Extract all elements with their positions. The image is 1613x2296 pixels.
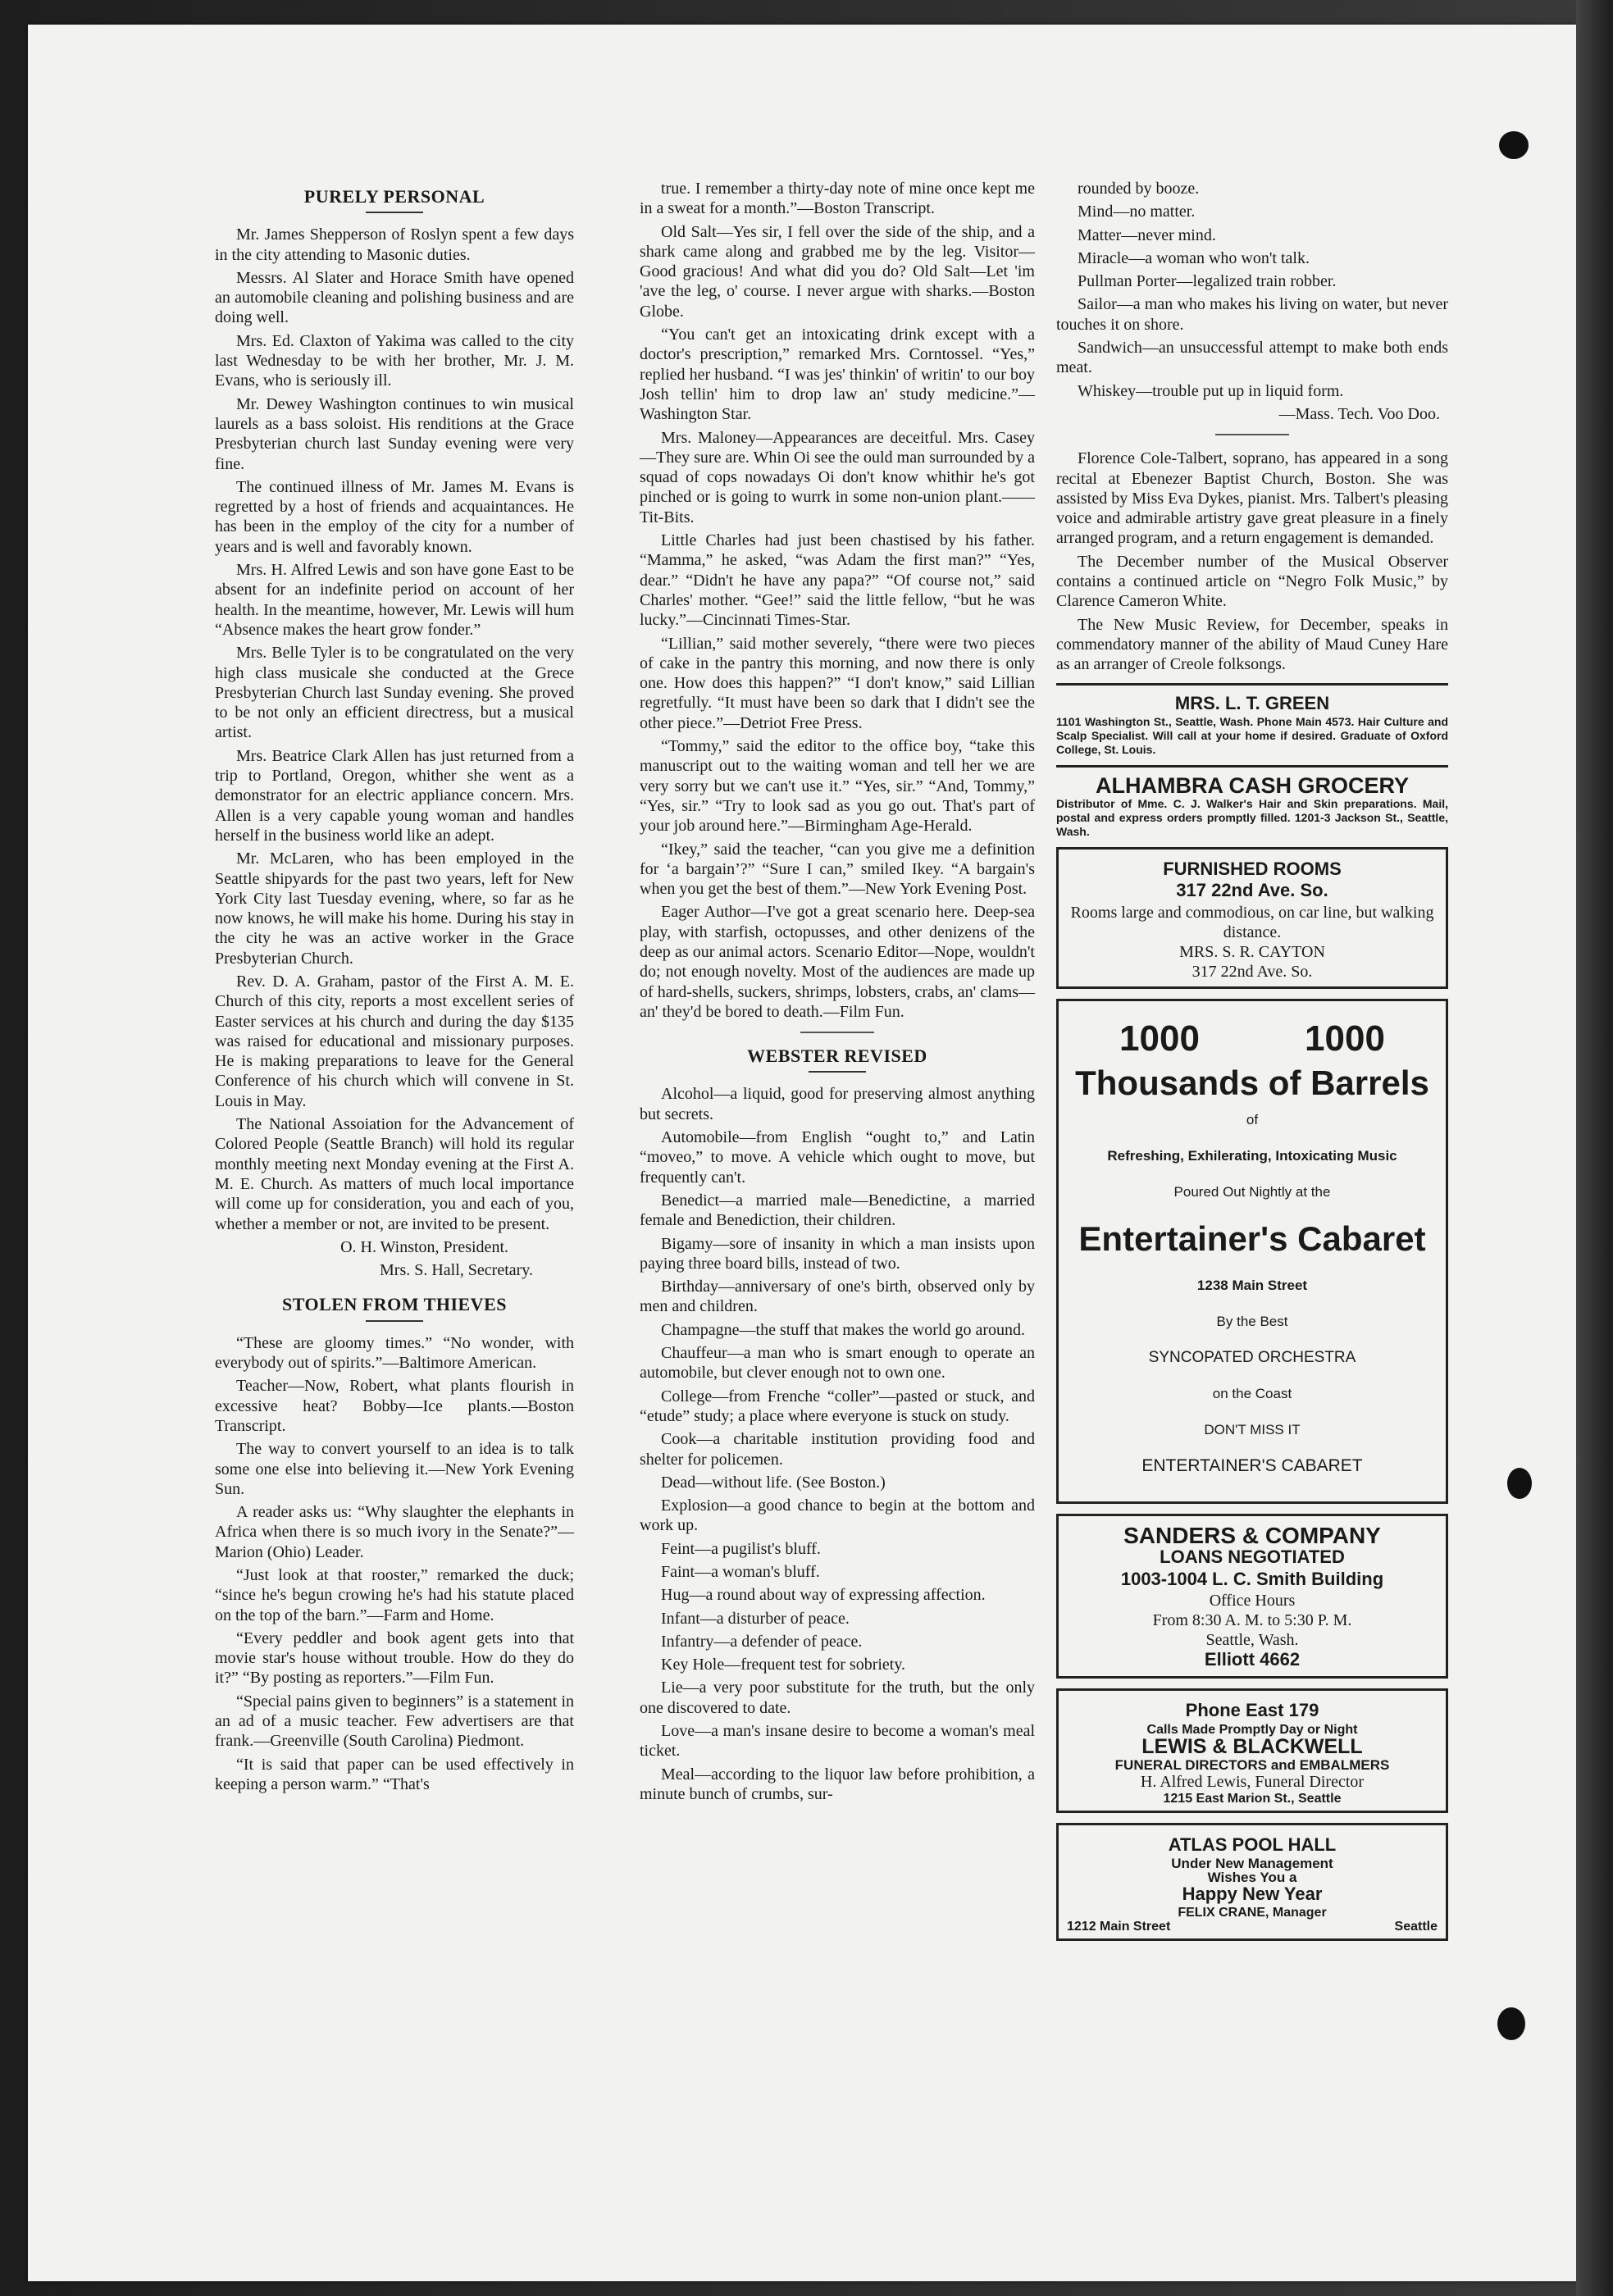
- number-left: 1000: [1119, 1018, 1200, 1059]
- definition: Love—a man's insane desire to become a woman's meal ticket.: [640, 1722, 1035, 1761]
- paragraph: The National Assoiation for the Advancement of Colored People (Seattle Branch) will hold its regular monthly meeting next Monday evening at the First A. M. E. Church. As matters of much local importance will come up for consideration, you and each of you, whether a member or not, are invited to be present.: [215, 1115, 574, 1233]
- ad-alhambra: [1056, 772, 1448, 839]
- ad-text: By the Best: [1216, 1314, 1288, 1330]
- paragraph: Mrs. Ed. Claxton of Yakima was called to the city last Wednesday to be with her brother, Mr. J. M. Evans, who is seriously ill.: [215, 331, 574, 390]
- ad-hours: From 8:30 A. M. to 5:30 P. M.: [1152, 1610, 1352, 1629]
- definition: College—from Frenche “coller”—pasted or stuck, and “etude” study; a place where everyone is stuck on study.: [640, 1387, 1035, 1425]
- ad-sanders: [1056, 1514, 1448, 1679]
- definition: rounded by booze.: [1078, 180, 1200, 198]
- definition: Sailor—a man who makes his living on water, but never touches it on shore.: [1056, 295, 1448, 334]
- definition: Faint—a woman's bluff.: [661, 1563, 820, 1581]
- ad-title: LEWIS & BLACKWELL: [1141, 1734, 1363, 1758]
- ad-text: Refreshing, Exhilerating, Intoxicating Music: [1107, 1148, 1397, 1164]
- ad-text: Poured Out Nightly at the: [1173, 1184, 1331, 1200]
- definition: Alcohol—a liquid, good for preserving almost anything but secrets.: [640, 1085, 1035, 1123]
- ad-address: 1215 East Marion St., Seattle: [1163, 1791, 1342, 1806]
- ad-body: Rooms large and commodious, on car line, but walking distance.: [1070, 903, 1434, 941]
- paragraph: Mr. Dewey Washington continues to win musical laurels as a bass soloist. His renditions at the Grace Presbyterian church last Sunday evening were very fine.: [215, 394, 574, 473]
- definition: Sandwich—an unsuccessful attempt to make both ends meat.: [1056, 339, 1448, 377]
- heading-rule: [366, 212, 423, 213]
- paragraph: “Special pains given to beginners” is a statement in an ad of a music teacher. Few advertisers are that frank.—Greenville (South Carolina) Piedmont.: [215, 1692, 574, 1751]
- ad-title: FURNISHED ROOMS: [1163, 859, 1342, 880]
- ad-phone: Phone East 179: [1185, 1700, 1319, 1721]
- paragraph: Old Salt—Yes sir, I fell over the side of the ship, and a shark came along and grabbed me by the leg. Visitor—Good gracious! And what did you do? Old Salt—Let 'im 'ave the leg, o' course. I never argue with sharks.—Boston Globe.: [640, 222, 1035, 321]
- section-heading: WEBSTER REVISED: [747, 1046, 927, 1067]
- ad-address: 1238 Main Street: [1196, 1278, 1308, 1294]
- ad-headline: Thousands of Barrels: [1075, 1064, 1429, 1103]
- paragraph: Mrs. Belle Tyler is to be congratulated on the very high class musicale she conducted at the Grece Presbyterian Church last Sunday evening. She proved to be not only an efficient directress, but a musical artist.: [215, 644, 574, 742]
- definition: Key Hole—frequent test for sobriety.: [661, 1656, 906, 1674]
- ad-address: 1212 Main Street: [1067, 1920, 1171, 1934]
- paragraph: “Every peddler and book agent gets into that movie star's house without trouble. How do they do it?” “By posting as reporters.”—Film Fun.: [215, 1629, 574, 1688]
- ad-numbers: [1067, 1018, 1438, 1059]
- paragraph: “It is said that paper can be used effectively in keeping a person warm.” “That's: [215, 1755, 574, 1793]
- paragraph: The December number of the Musical Observer contains a continued article on “Negro Folk Music,” by Clarence Cameron White.: [1056, 552, 1448, 611]
- ad-name: Entertainer's Cabaret: [1078, 1219, 1426, 1259]
- punch-hole: [1497, 2007, 1525, 2040]
- ad-text: SYNCOPATED ORCHESTRA: [1148, 1349, 1356, 1367]
- ad-address: 317 22nd Ave. So.: [1176, 880, 1328, 901]
- definition: Whiskey—trouble put up in liquid form.: [1078, 381, 1344, 400]
- paragraph: Mrs. Maloney—Appearances are deceitful. Mrs. Casey—They sure are. Whin Oi see the ould man surrounded by a squad of cops nowadays Oi don't know whithir he's got pinched or is going to wurrk in some non-union plant.——Tit-Bits.: [640, 428, 1035, 526]
- paragraph: The continued illness of Mr. James M. Evans is regretted by a host of friends and acquaintances. He has been in the employ of the city for a number of years and is well and favorably known.: [215, 477, 574, 556]
- definition: Matter—never mind.: [1078, 226, 1216, 244]
- paragraph: Mrs. Beatrice Clark Allen has just returned from a trip to Portland, Oregon, whither she went as a demonstrator for an electric appliance concern. Mrs. Allen is a very capable young woman and handles herself in the business world like an adept.: [215, 746, 574, 845]
- definition: Mind—no matter.: [1078, 203, 1196, 221]
- signature-secretary: Mrs. S. Hall, Secretary.: [380, 1261, 533, 1280]
- ad-name: MRS. S. R. CAYTON: [1179, 942, 1325, 961]
- article-stolen-from-thieves: [215, 1333, 574, 1795]
- paragraph: Mr. James Shepperson of Roslyn spent a few days in the city attending to Masonic duties.: [215, 226, 574, 264]
- column-1: [215, 172, 574, 1797]
- definition: Lie—a very poor substitute for the truth, but the only one discovered to date.: [640, 1679, 1035, 1717]
- ad-title: MRS. L. T. GREEN: [1174, 692, 1330, 713]
- ad-title: SANDERS & COMPANY: [1123, 1523, 1381, 1549]
- ad-body: 1101 Washington St., Seattle, Wash. Phone Main 4573. Hair Culture and Scalp Specialist. Will call at your home if desired. Graduate of Oxford College, St. Louis.: [1056, 714, 1448, 756]
- paragraph: Mr. McLaren, who has been employed in the Seattle shipyards for the past two years, left for New York City last Tuesday evening, where, so far as he now knows, he will make his home. During his stay in the city he was an active worker in the Grace Presbyterian Church.: [215, 850, 574, 968]
- divider: [1215, 434, 1289, 435]
- definition: Feint—a pugilist's bluff.: [661, 1539, 821, 1558]
- webster-definitions: [640, 1084, 1035, 1804]
- ad-subtitle: LOANS NEGOTIATED: [1160, 1547, 1345, 1568]
- definition: Explosion—a good chance to begin at the bottom and work up.: [640, 1496, 1035, 1535]
- section-heading: PURELY PERSONAL: [303, 186, 485, 207]
- definition: Benedict—a married male—Benedictine, a married female and Benediction, their children.: [640, 1191, 1035, 1230]
- ad-text: Calls Made Promptly Day or Night: [1146, 1722, 1358, 1737]
- paragraph: Teacher—Now, Robert, what plants flourish in excessive heat? Bobby—Ice plants.—Boston Transcript.: [215, 1377, 574, 1435]
- ad-entertainers-cabaret: [1056, 999, 1448, 1504]
- article-purely-personal: [215, 225, 574, 1234]
- paragraph: The New Music Review, for December, speaks in commendatory manner of the ability of Maud Cuney Hare as an arranger of Creole folksongs.: [1056, 615, 1448, 674]
- ad-address: 1003-1004 L. C. Smith Building: [1120, 1568, 1384, 1589]
- paragraph: “You can't get an intoxicating drink except with a doctor's prescription,” remarked Mrs. Corntossel. “Yes,” replied her husband. “I was jes' thinkin' of writin' to our boy Josh tellin' him to drop law an' study medicine.”—Washington Star.: [640, 326, 1035, 424]
- definition: Pullman Porter—legalized train robber.: [1078, 272, 1337, 291]
- ad-city: Seattle: [1394, 1920, 1438, 1934]
- ad-lewis-blackwell: [1056, 1688, 1448, 1813]
- ad-text: FELIX CRANE, Manager: [1178, 1906, 1327, 1920]
- paragraph: “Lillian,” said mother severely, “there were two pieces of cake in the pantry this morning, and now there is only one. How does this happen?” “I don't know,” said Lillian regretfully. “It must have been so dark that I didn't see the other piece.”—Detriot Free Press.: [640, 634, 1035, 732]
- definition: Automobile—from English “ought to,” and Latin “moveo,” to move. A vehicle which ought to move, but frequently can't.: [640, 1128, 1035, 1187]
- ad-atlas-pool-hall: [1056, 1823, 1448, 1942]
- definition: Hug—a round about way of expressing affection.: [661, 1586, 986, 1605]
- column-3: [1056, 179, 1448, 1951]
- ad-text: on the Coast: [1212, 1386, 1292, 1402]
- paragraph: The way to convert yourself to an idea is to talk some one else into believing it.—New York Evening Sun.: [215, 1440, 574, 1498]
- definitions-source: —Mass. Tech. Voo Doo.: [1278, 404, 1440, 423]
- ad-phone: Elliott 4662: [1204, 1648, 1301, 1670]
- ad-green: [1056, 694, 1448, 757]
- ad-text: DON'T MISS IT: [1204, 1422, 1301, 1438]
- definition: Dead—without life. (See Boston.): [661, 1473, 886, 1492]
- ad-hours-label: Office Hours: [1209, 1591, 1296, 1610]
- paragraph: “Tommy,” said the editor to the office boy, “take this manuscript out to the waiting woman and tell her we are very sorry but we can't use it.” “Yes, sir.” “And, Tommy,” “Yes, sir.” “Try to look sad as you go out. That's part of your job around here.”—Birmingham Age-Herald.: [640, 737, 1035, 836]
- ad-title: ALHAMBRA CASH GROCERY: [1096, 772, 1409, 798]
- divider: [1056, 683, 1448, 686]
- definition: Bigamy—sore of insanity in which a man insists upon paying three board bills, instead of two.: [640, 1234, 1035, 1273]
- definition: Infant—a disturber of peace.: [661, 1609, 850, 1628]
- punch-hole: [1507, 1468, 1532, 1499]
- ad-text: Wishes You a: [1207, 1870, 1297, 1886]
- paragraph: true. I remember a thirty-day note of mine once kept me in a sweat for a month.”—Boston Transcript.: [640, 180, 1035, 218]
- punch-hole: [1499, 131, 1529, 159]
- number-right: 1000: [1305, 1018, 1385, 1059]
- definition: Miracle—a woman who won't talk.: [1078, 248, 1310, 267]
- divider: [1056, 765, 1448, 768]
- ad-text: H. Alfred Lewis, Funeral Director: [1140, 1772, 1365, 1791]
- ad-body: Distributor of Mme. C. J. Walker's Hair and Skin preparations. Mail, postal and express orders promptly filled. 1201-3 Jackson St., Seattle, Wash.: [1056, 797, 1448, 839]
- webster-definitions-continued: [1056, 179, 1448, 401]
- signature-president: O. H. Winston, President.: [340, 1237, 508, 1256]
- paragraph: Eager Author—I've got a great scenario here. Deep-sea play, with starfish, octopusses, and other denizens of the deep as our animal actors. Scenario Editor—Nope, wouldn't do; not enough novelty. Most of the audiences are made up of hard-shells, suckers, shrimps, lobsters, crabs, an' clams—an' they'd be bored to death.—Film Fun.: [640, 903, 1035, 1021]
- divider: [800, 1032, 874, 1033]
- definition: Birthday—anniversary of one's birth, observed only by men and children.: [640, 1278, 1035, 1316]
- paragraph: A reader asks us: “Why slaughter the elephants in Africa when there is so much ivory in the Senate?”—Marion (Ohio) Leader.: [215, 1503, 574, 1561]
- ad-furnished-rooms: [1056, 847, 1448, 989]
- definition: Chauffeur—a man who is smart enough to operate an automobile, but clever enough not to own one.: [640, 1344, 1035, 1383]
- ad-title: ATLAS POOL HALL: [1168, 1834, 1337, 1855]
- paragraph: Rev. D. A. Graham, pastor of the First A. M. E. Church of this city, reports a most excellent series of Easter services at his church and during the day $135 was raised for educational and missionary purposes. He is making preparations to leave for the General Conference of his church which will convene in St. Louis in May.: [215, 972, 574, 1110]
- music-notes: [1056, 449, 1448, 674]
- jokes-continued: [640, 179, 1035, 1022]
- paragraph: “Just look at that rooster,” remarked the duck; “since he's begun crowing he's had his statute placed on the top of the barn.”—Farm and Home.: [215, 1566, 574, 1624]
- paragraph: Florence Cole-Talbert, soprano, has appeared in a song recital at Ebenezer Baptist Church, Boston. She was assisted by Miss Eva Dykes, pianist. Mrs. Talbert's pleasing voice and admirable artistry gave great pleasure in a finely arranged program, and a return engagement is demanded.: [1056, 449, 1448, 548]
- paragraph: Mrs. H. Alfred Lewis and son have gone East to be absent for an indefinite period on account of her health. In the meantime, however, Mr. Lewis will hum “Absence makes the heart grow fonder.”: [215, 561, 574, 639]
- ad-text: of: [1246, 1112, 1259, 1128]
- section-heading: STOLEN FROM THIEVES: [282, 1294, 507, 1315]
- heading-rule: [366, 1320, 423, 1322]
- ad-subtitle: FUNERAL DIRECTORS and EMBALMERS: [1114, 1756, 1390, 1773]
- ad-text: Happy New Year: [1182, 1884, 1323, 1905]
- ad-footer: ENTERTAINER'S CABARET: [1141, 1456, 1363, 1476]
- definition: Infantry—a defender of peace.: [661, 1632, 863, 1651]
- page-edge: [1576, 0, 1613, 2296]
- paragraph: “Ikey,” said the teacher, “can you give me a definition for ‘a bargain’?” “Sure I can,” smiled Ikey. “A bargain's when you get the best of them.”—New York Evening Post.: [640, 840, 1035, 899]
- column-2: [640, 179, 1035, 1807]
- heading-rule: [809, 1071, 866, 1073]
- definition: Champagne—the stuff that makes the world go around.: [661, 1320, 1025, 1339]
- ad-city: Seattle, Wash.: [1205, 1630, 1299, 1649]
- ad-footer: [1067, 1920, 1438, 1934]
- ad-text: Under New Management: [1171, 1856, 1333, 1872]
- definition: Cook—a charitable institution providing food and shelter for policemen.: [640, 1430, 1035, 1469]
- definition: Meal—according to the liquor law before prohibition, a minute bunch of crumbs, sur-: [640, 1765, 1035, 1803]
- paragraph: Messrs. Al Slater and Horace Smith have opened an automobile cleaning and polishing business and are doing well.: [215, 268, 574, 327]
- paragraph: Little Charles had just been chastised by his father. “Mamma,” he asked, “was Adam the first man?” “Yes, dear.” “Didn't he have any papa?” “Of course not,” said Charles' mother. “Gee!” said the little fellow, “but he was lucky.”—Cincinnati Times-Star.: [640, 531, 1035, 630]
- ad-address: 317 22nd Ave. So.: [1192, 962, 1313, 981]
- paragraph: “These are gloomy times.” “No wonder, with everybody out of spirits.”—Baltimore American.: [215, 1333, 574, 1373]
